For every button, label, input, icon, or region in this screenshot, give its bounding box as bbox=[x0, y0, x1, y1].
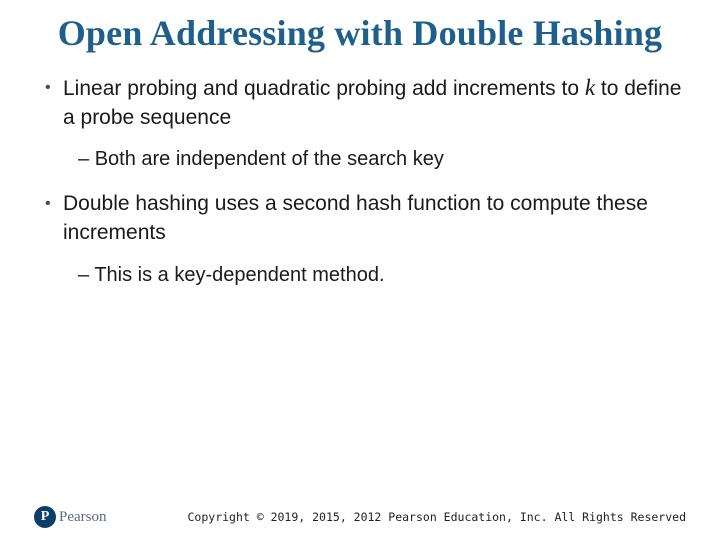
bullet-dot: • bbox=[45, 79, 51, 96]
pearson-logo bbox=[34, 504, 107, 530]
sub-bullet-1-text: Both are independent of the search key bbox=[94, 148, 444, 170]
copyright-notice: Copyright © 2019, 2015, 2012 Pearson Education, Inc. All Rights Reserved bbox=[187, 510, 686, 524]
variable-k: k bbox=[584, 75, 596, 100]
slide-title: Open Addressing with Double Hashing bbox=[57, 13, 663, 53]
sub-bullet-1 bbox=[78, 145, 444, 173]
pearson-logo-icon: P bbox=[34, 506, 56, 528]
sub-bullet-2-text: This is a key-dependent method. bbox=[94, 264, 385, 286]
bullet-dot: • bbox=[45, 195, 51, 212]
sub-bullet-2 bbox=[78, 261, 385, 289]
bullet-2-text: Double hashing uses a second hash function to compute these increments bbox=[63, 192, 648, 244]
sub-dash: – bbox=[78, 148, 90, 170]
bullet-1-text: Linear probing and quadratic probing add increments to k to define a probe sequence bbox=[63, 75, 682, 129]
sub-dash: – bbox=[78, 264, 90, 286]
pearson-logo-text: Pearson bbox=[59, 508, 107, 525]
